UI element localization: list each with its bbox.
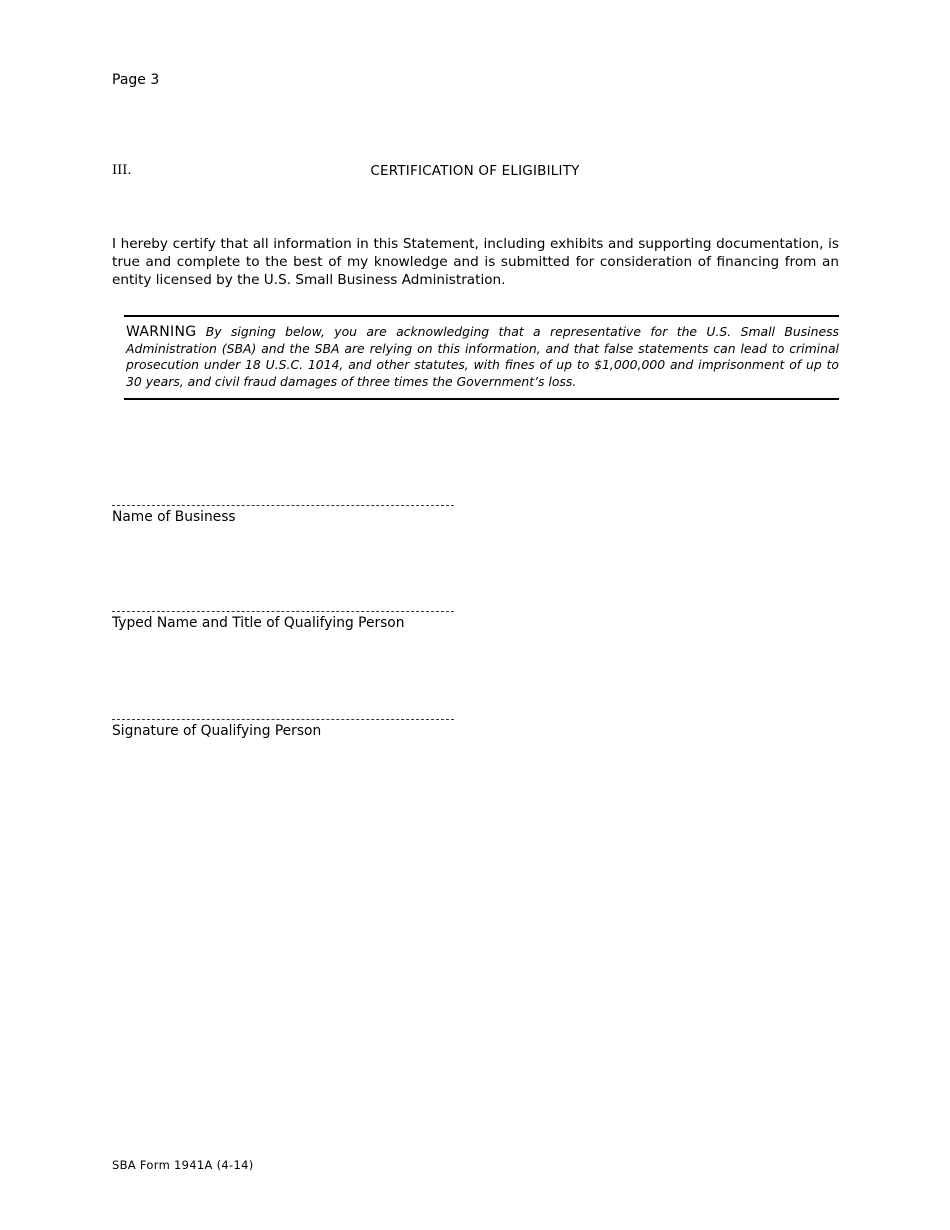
warning-box xyxy=(124,315,839,400)
page-number: Page 3 xyxy=(112,72,160,88)
signature-label: Signature of Qualifying Person xyxy=(112,723,322,739)
typed-name-title-label: Typed Name and Title of Qualifying Person xyxy=(112,615,405,631)
form-number: SBA Form 1941A (4-14) xyxy=(112,1158,254,1172)
business-name-label: Name of Business xyxy=(112,509,236,525)
business-name-line[interactable] xyxy=(112,505,454,506)
section-title: CERTIFICATION OF ELIGIBILITY xyxy=(370,163,580,179)
section-number: III. xyxy=(112,163,132,178)
warning-text xyxy=(126,324,839,390)
warning-label: WARNING xyxy=(126,324,197,340)
certification-paragraph: I hereby certify that all information in this Statement, including exhibits and supporting documentation, is true and complete to the best of my knowledge and is submitted for consideration of financing from an entity licensed by the U.S. Small Business Administration. xyxy=(112,236,839,288)
signature-line[interactable] xyxy=(112,719,454,720)
warning-body: By signing below, you are acknowledging that a representative for the U.S. Small Business Administration (SBA) and the SBA are relying on this information, and that false statements can lead to criminal prosecution under 18 U.S.C. 1014, and other statutes, with fines of up to $1,000,000 and imprisonment of up to 30 years, and civil fraud damages of three times the Government’s loss. xyxy=(126,324,839,389)
typed-name-title-line[interactable] xyxy=(112,611,454,612)
